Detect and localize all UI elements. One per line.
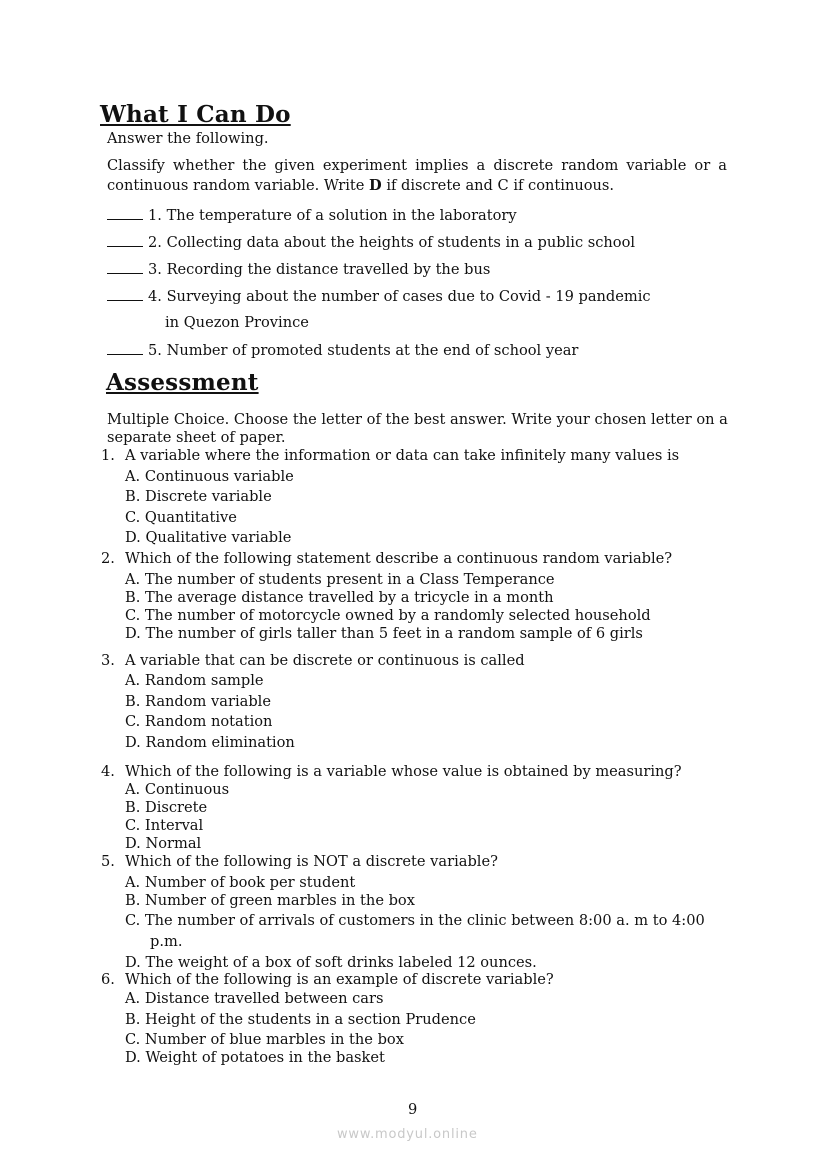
question-number: 6. <box>101 971 115 988</box>
choice: B. Discrete variable <box>125 488 272 505</box>
assessment-instruction-line1: Multiple Choice. Choose the letter of the best answer. Write your chosen letter on a <box>107 411 728 428</box>
item-continuation: in Quezon Province <box>165 314 309 331</box>
footer-watermark: www.modyul.online <box>337 1127 478 1142</box>
item-text: 4. Surveying about the number of cases due to Covid - 19 pandemic <box>148 288 651 305</box>
section-heading-what-i-can-do: What I Can Do <box>100 101 291 128</box>
section-heading-assessment: Assessment <box>106 369 259 396</box>
question-number: 4. <box>101 763 115 780</box>
list-item <box>107 233 635 252</box>
answer-blank[interactable] <box>107 233 143 247</box>
choice: D. Random elimination <box>125 734 295 751</box>
choice: D. Normal <box>125 835 202 852</box>
choice: A. The number of students present in a Class Temperance <box>125 571 555 588</box>
choice: A. Number of book per student <box>125 874 356 891</box>
choice: C. Number of blue marbles in the box <box>125 1031 404 1048</box>
choice: B. The average distance travelled by a tricycle in a month <box>125 589 554 606</box>
choice: D. The weight of a box of soft drinks labeled 12 ounces. <box>125 954 537 971</box>
list-item <box>107 206 517 225</box>
list-item <box>107 341 578 360</box>
page-number: 9 <box>408 1101 418 1118</box>
list-item <box>107 260 490 279</box>
item-text: 1. The temperature of a solution in the laboratory <box>148 207 517 224</box>
instruction-text-end: if discrete and C if continuous. <box>381 177 615 194</box>
instruction-paragraph <box>107 156 727 196</box>
item-text: 3. Recording the distance travelled by the bus <box>148 261 491 278</box>
choice: B. Discrete <box>125 799 208 816</box>
assessment-instruction-line2: separate sheet of paper. <box>107 429 286 446</box>
choice: A. Distance travelled between cars <box>125 990 384 1007</box>
question-text: Which of the following is an example of discrete variable? <box>125 971 554 988</box>
question-text: A variable that can be discrete or continuous is called <box>125 652 525 669</box>
question-text: A variable where the information or data can take infinitely many values is <box>125 447 680 464</box>
choice: B. Number of green marbles in the box <box>125 892 415 909</box>
choice: C. Interval <box>125 817 204 834</box>
item-text: 2. Collecting data about the heights of students in a public school <box>148 234 636 251</box>
answer-blank[interactable] <box>107 260 143 274</box>
choice: D. Qualitative variable <box>125 529 292 546</box>
question-number: 3. <box>101 652 115 669</box>
choice: C. Quantitative <box>125 509 237 526</box>
question-number: 1. <box>101 447 115 464</box>
answer-blank[interactable] <box>107 341 143 355</box>
choice: B. Random variable <box>125 693 271 710</box>
question-text: Which of the following is a variable whose value is obtained by measuring? <box>125 763 682 780</box>
choice: D. The number of girls taller than 5 feet in a random sample of 6 girls <box>125 625 643 642</box>
answer-blank[interactable] <box>107 287 143 301</box>
choice: A. Random sample <box>125 672 264 689</box>
choice: C. The number of motorcycle owned by a randomly selected household <box>125 607 651 624</box>
instruction-text: Classify whether the given experiment implies a discrete random variable or a continuous random variable. Write <box>107 157 727 194</box>
choice-continuation: p.m. <box>150 933 183 950</box>
section-subtitle: Answer the following. <box>107 130 269 147</box>
item-text: 5. Number of promoted students at the end of school year <box>148 342 579 359</box>
question-text: Which of the following is NOT a discrete variable? <box>125 853 498 870</box>
choice: A. Continuous <box>125 781 230 798</box>
choice: D. Weight of potatoes in the basket <box>125 1049 385 1066</box>
choice: C. The number of arrivals of customers in the clinic between 8:00 a. m to 4:00 <box>125 912 705 929</box>
answer-blank[interactable] <box>107 206 143 220</box>
choice: B. Height of the students in a section Prudence <box>125 1011 476 1028</box>
instruction-bold-letter: D <box>369 177 382 194</box>
question-text: Which of the following statement describe a continuous random variable? <box>125 550 673 567</box>
question-number: 5. <box>101 853 115 870</box>
choice: C. Random notation <box>125 713 273 730</box>
question-number: 2. <box>101 550 115 567</box>
list-item <box>107 287 651 306</box>
choice: A. Continuous variable <box>125 468 294 485</box>
